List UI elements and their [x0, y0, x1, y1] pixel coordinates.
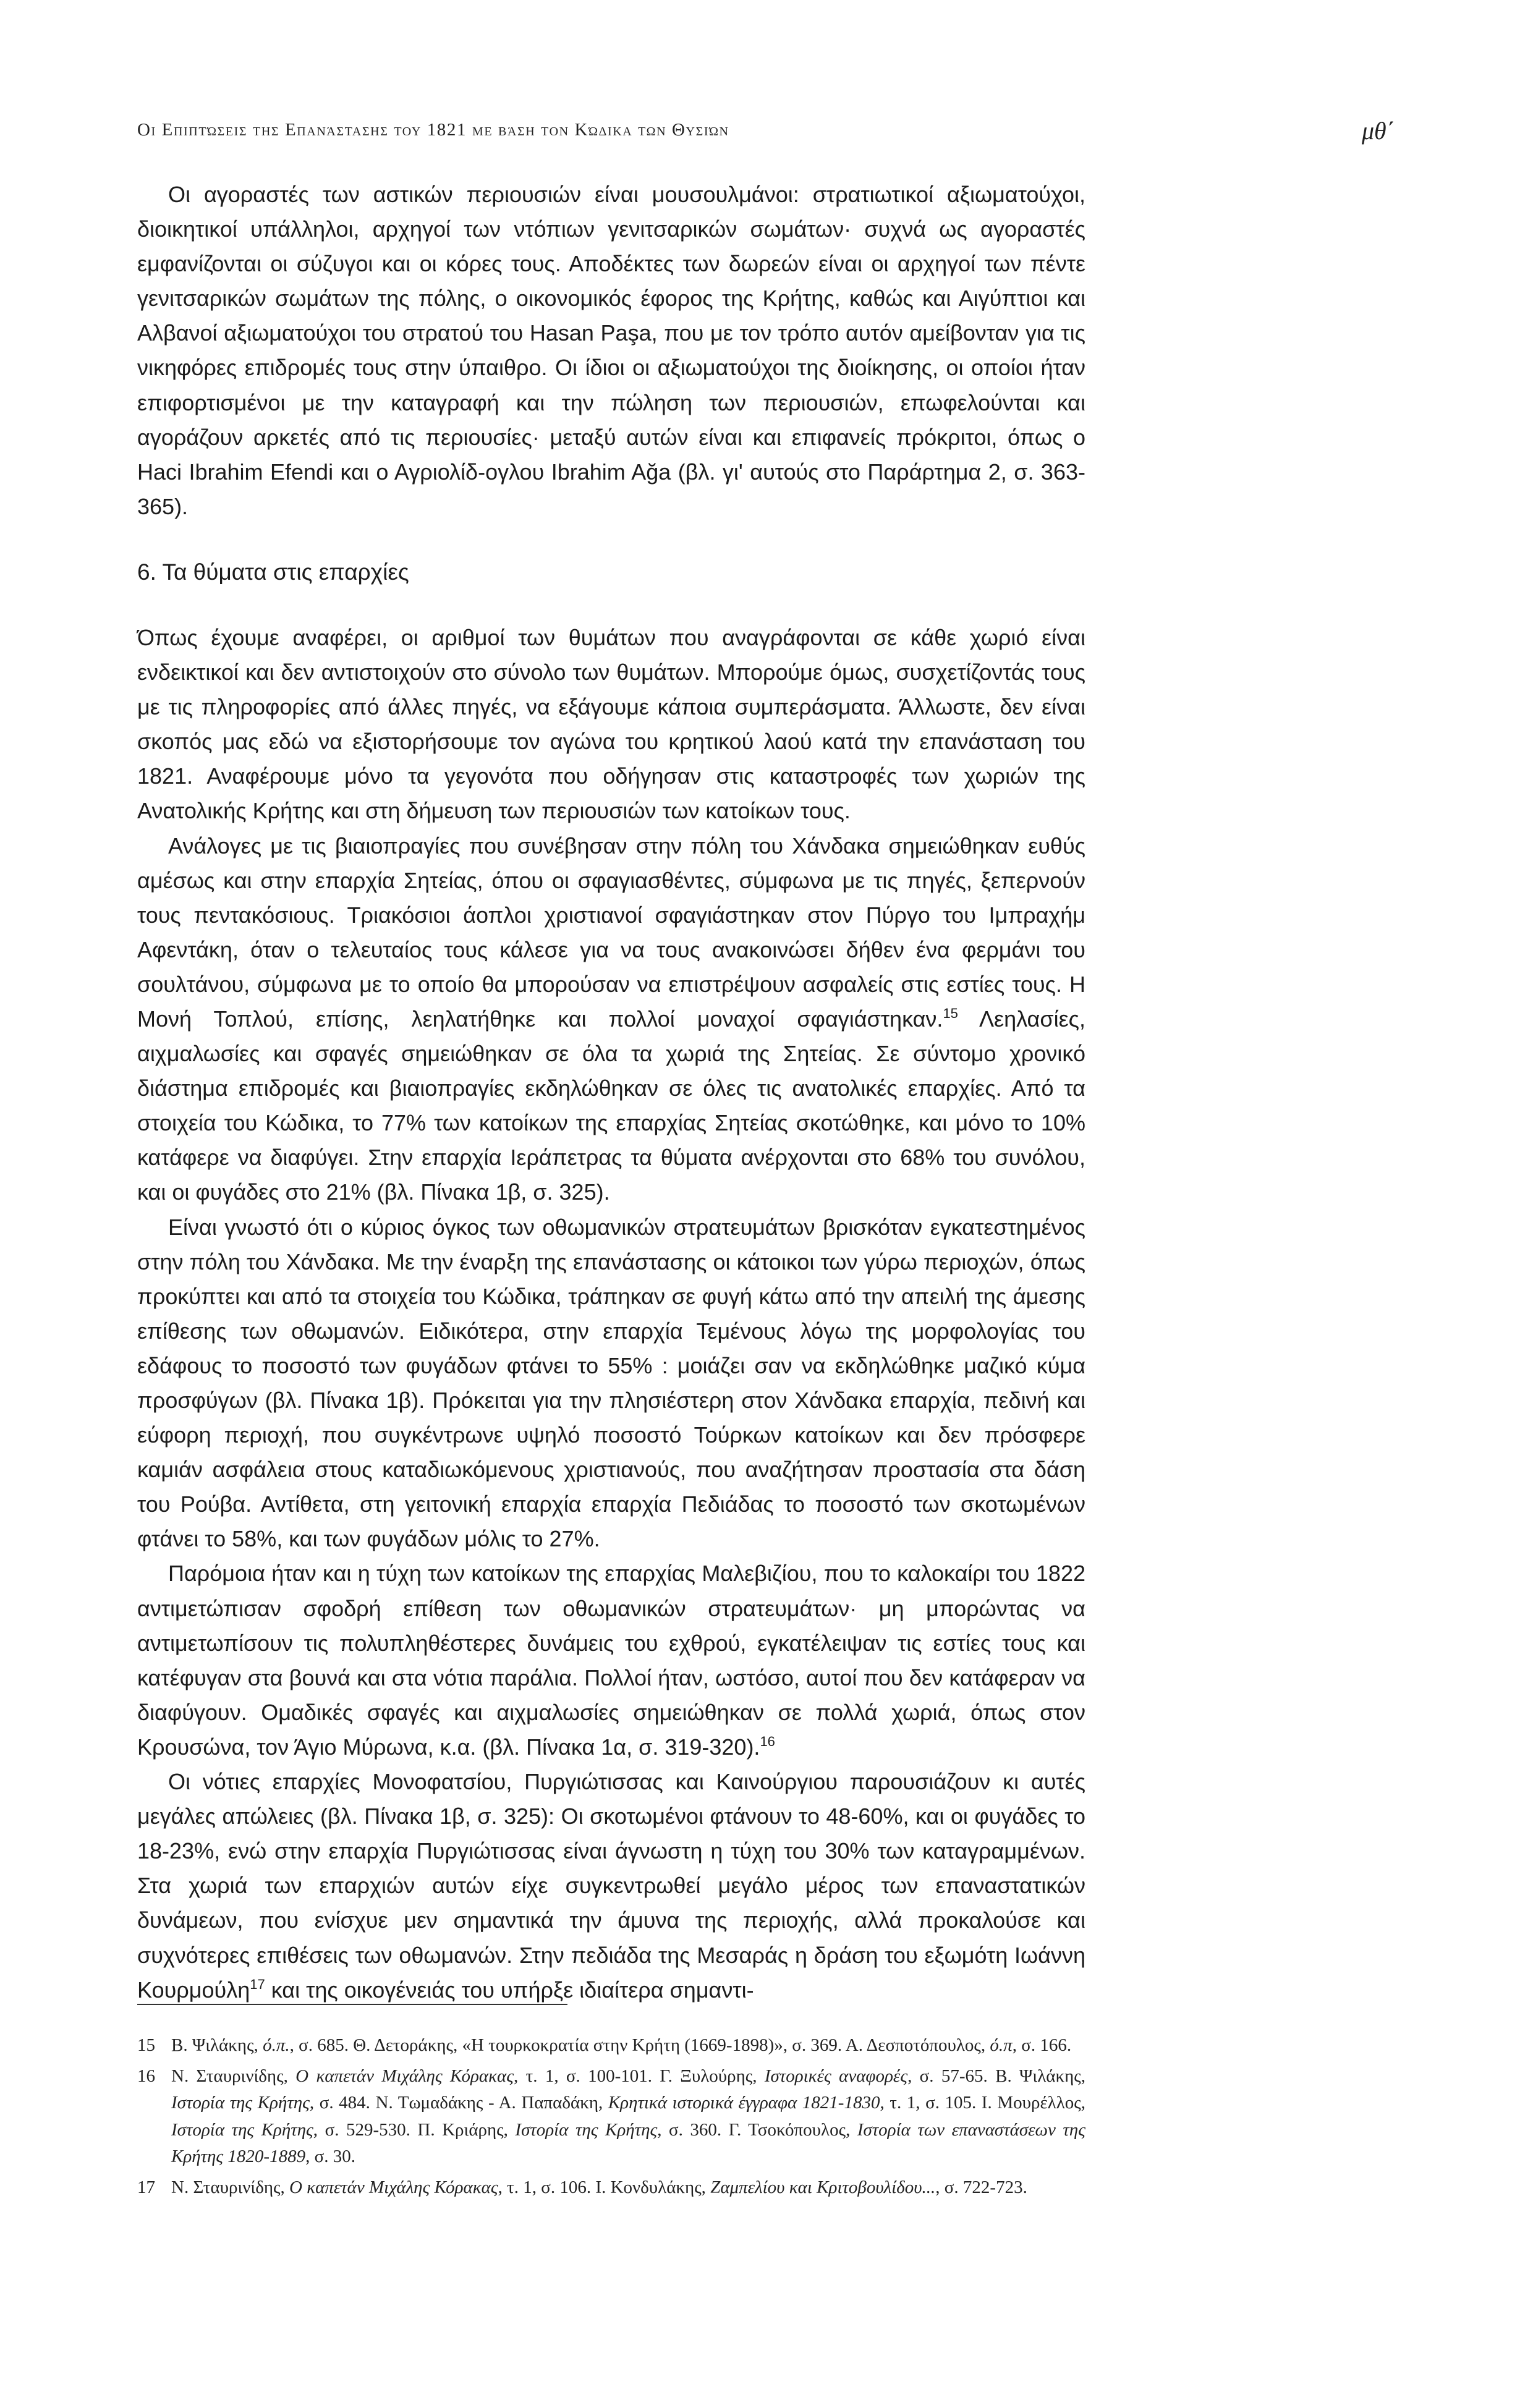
paragraph — [137, 1765, 1085, 2007]
footnote-text: , σ. 529-530. Π. Κριάρης, — [313, 2119, 516, 2140]
footnote-number: 16 — [137, 2066, 155, 2086]
paragraph — [137, 1556, 1085, 1765]
page-header — [137, 116, 1395, 153]
footnote-text: , σ. 30. — [305, 2147, 355, 2166]
footnote-title: Ο καπετάν Μιχάλης Κόρακας — [289, 2177, 498, 2197]
main-text — [137, 177, 1085, 2007]
footnote-16 — [137, 2063, 1085, 2171]
footnote-reference[interactable]: 17 — [250, 1976, 265, 1992]
footnote-text: , σ. 484. Ν. Τωμαδάκης - Α. Παπαδάκη, — [309, 2093, 608, 2113]
footnote-text: Β. Ψιλάκης, — [171, 2035, 263, 2055]
footnote-divider — [137, 2004, 567, 2005]
paragraph — [137, 829, 1085, 1210]
footnote-reference[interactable]: 16 — [760, 1733, 775, 1749]
footnote-title: ό.π. — [263, 2035, 290, 2055]
footnote-text: , σ. 685. Θ. Δετοράκης, «Η τουρκοκρατία στην Κρήτη (1669-1898)», σ. 369. Α. Δεσποτόπουλος, — [289, 2035, 990, 2055]
footnote-15 — [137, 2032, 1085, 2059]
page-number: μθ΄ — [1361, 117, 1395, 145]
footnote-text: , τ. 1, σ. 105. Ι. Μουρέλλος, — [880, 2093, 1085, 2113]
footnote-number: 17 — [137, 2177, 155, 2197]
footnote-title: Ιστορία των επαναστάσεων της Κρήτης 1820-1889 — [171, 2119, 1085, 2166]
paragraph-text: Παρόμοια ήταν και η τύχη των κατοίκων της επαρχίας Μαλεβιζίου, που το καλοκαίρι του 1822 αντιμετώπισαν σφοδρή επίθεση των οθωμανικών στρατευμάτων· μη μπορώντας να αντιμετωπίσουν τις πολυπληθέστερες δυνάμεις του εχθρού, εγκατέλειψαν τις εστίες τους και κατέφυγαν στα βουνά και στα νότια παράλια. Πολλοί ήταν, ωστόσο, αυτοί που δεν κατάφεραν να διαφύγουν. Ομαδικές σφαγές και αιχμαλωσίες σημειώθηκαν σε πολλά χωριά, όπως στον Κρουσώνα, τον Άγιο Μύρωνα, κ.α. (βλ. Πίνακα 1α, σ. 319-320). — [137, 1561, 1085, 1760]
paragraph-text: Οι νότιες επαρχίες Μονοφατσίου, Πυργιώτισσας και Καινούργιου παρουσιάζουν κι αυτές μεγάλες απώλειες (βλ. Πίνακα 1β, σ. 325): Οι σκοτωμένοι φτάνουν το 48-60%, και οι φυγάδες το 18-23%, ενώ στην επαρχία Πυργιώτισσας είναι άγνωστη η τύχη του 30% των καταγραμμένων. Στα χωριά των επαρχιών αυτών είχε συγκεντρωθεί μεγάλο μέρος των επαναστατικών δυνάμεων, που ενίσχυε μεν σημαντικά την άμυνα της περιοχής, αλλά προκαλούσε και συχνότερες επιθέσεις των οθωμανών. Στην πεδιάδα της Μεσαράς η δράση του εξωμότη Ιωάννη Κουρμούλη — [137, 1769, 1085, 2003]
paragraph-text: Ανάλογες με τις βιαιοπραγίες που συνέβησαν στην πόλη του Χάνδακα σημειώθηκαν ευθύς αμέσως και στην επαρχία Σητείας, όπου οι σφαγιασθέντες, σύμφωνα με τις πηγές, ξεπερνούν τους πεντακόσιους. Τριακόσιοι άοπλοι χριστιανοί σφαγιάστηκαν στον Πύργο του Ιμπραχήμ Αφεντάκη, όταν ο τελευταίος τους κάλεσε για να τους ανακοινώσει δήθεν ένα φερμάνι του σουλτάνου, σύμφωνα με το οποίο θα μπορούσαν να επιστρέψουν ασφαλείς στις εστίες τους. Η Μονή Τοπλού, επίσης, λεηλατήθηκε και πολλοί μοναχοί σφαγιάστηκαν. — [137, 833, 1085, 1032]
footnote-text: , σ. 166. — [1012, 2035, 1072, 2055]
paragraph: Οι αγοραστές των αστικών περιουσιών είναι μουσουλμάνοι: στρατιωτικοί αξιωματούχοι, διοικητικοί υπάλληλοι, αρχηγοί των ντόπιων γενιτσαρικών σωμάτων· συχνά ως αγοραστές εμφανίζονται οι σύζυγοι και οι κόρες τους. Αποδέκτες των δωρεών είναι οι αρχηγοί των πέντε γενιτσαρικών σωμάτων της πόλης, ο οικονομικός έφορος της Κρήτης, καθώς και Αιγύπτιοι και Αλβανοί αξιωματούχοι του στρατού του Hasan Paşa, που με τον τρόπο αυτόν αμείβονταν για τις νικηφόρες επιδρομές τους στην ύπαιθρο. Οι ίδιοι οι αξιωματούχοι της διοίκησης, οι οποίοι ήταν επιφορτισμένοι με την καταγραφή και την πώληση των περιουσιών, επωφελούνται και αγοράζουν αρκετές από τις περιουσίες· μεταξύ αυτών είναι και επιφανείς πρόκριτοι, όπως ο Haci Ibrahim Efendi και ο Αγριολίδ-ογλου Ibrahim Ağa (βλ. γι' αυτούς στο Παράρτημα 2, σ. 363-365). — [137, 182, 1085, 519]
footnote-title: ό.π — [990, 2035, 1013, 2055]
footnote-text: , τ. 1, σ. 106. Ι. Κονδυλάκης, — [498, 2177, 711, 2197]
running-title: Οι Επιπτώσεις της Επανάστασης του 1821 με βάση τον Κώδικα των Θυσιών — [137, 120, 729, 140]
footnote-text: , σ. 360. Γ. Τσοκόπουλος, — [657, 2119, 857, 2140]
footnote-text: , σ. 722-723. — [935, 2177, 1027, 2197]
paragraph-text: και της οικογένειάς του υπήρξε ιδιαίτερα σημαντι- — [265, 1977, 754, 2003]
footnote-text: , σ. 57-65. Β. Ψιλάκης, — [907, 2066, 1086, 2086]
footnote-text: , τ. 1, σ. 100-101. Γ. Ξυλούρης, — [514, 2066, 765, 2086]
paragraph: Είναι γνωστό ότι ο κύριος όγκος των οθωμανικών στρατευμάτων βρισκόταν εγκατεστημένος στην πόλη του Χάνδακα. Με την έναρξη της επανάστασης οι κάτοικοι των γύρω περιοχών, όπως προκύπτει και από τα στοιχεία του Κώδικα, τράπηκαν σε φυγή κάτω από την απειλή της άμεσης επίθεσης των οθωμανών. Ειδικότερα, στην επαρχία Τεμένους λόγω της μορφολογίας του εδάφους το ποσοστό των φυγάδων φτάνει το 55% : μοιάζει σαν να εκδηλώθηκε μαζικό κύμα προσφύγων (βλ. Πίνακα 1β). Πρόκειται για την πλησιέστερη στον Χάνδακα επαρχία, πεδινή και εύφορη περιοχή, που συγκέντρωνε υψηλό ποσοστό Τούρκων κατοίκων και δεν πρόσφερε καμιάν ασφάλεια στους καταδιωκόμενους χριστιανούς, που αναζήτησαν προστασία στα δάση του Ρούβα. Αντίθετα, στη γειτονική επαρχία επαρχία Πεδιάδας το ποσοστό των σκοτωμένων φτάνει το 58%, και των φυγάδων μόλις το 27%. — [137, 1214, 1085, 1552]
paragraph-text: Λεηλασίες, αιχμαλωσίες και σφαγές σημειώθηκαν σε όλα τα χωριά της Σητείας. Σε σύντομο χρονικό διάστημα επιδρομές και βιαιοπραγίες εκδηλώθηκαν σε όλες τις ανατολικές επαρχίες. Από τα στοιχεία του Κώδικα, το 77% των κατοίκων της επαρχίας Σητείας σκοτώθηκε, και μόνο το 10% κατάφερε να διαφύγει. Στην επαρχία Ιεράπετρας τα θύματα ανέρχονται στο 68% του συνόλου, και οι φυγάδες στο 21% (βλ. Πίνακα 1β, σ. 325). — [137, 1006, 1085, 1205]
footnotes — [137, 2032, 1085, 2205]
footnote-title: Ζαμπελίου και Κριτοβουλίδου... — [710, 2177, 936, 2197]
footnote-title: Ιστορία της Κρήτης — [171, 2093, 310, 2113]
footnote-17 — [137, 2174, 1085, 2202]
footnote-text: Ν. Σταυρινίδης, — [171, 2177, 290, 2197]
footnote-title: Κρητικά ιστορικά έγγραφα 1821-1830 — [608, 2093, 880, 2113]
footnote-number: 15 — [137, 2035, 155, 2055]
footnote-title: Ιστορικές αναφορές — [764, 2066, 908, 2086]
footnote-title: Ιστορία της Κρήτης — [171, 2119, 313, 2140]
footnote-title: Ιστορία της Κρήτης — [515, 2119, 658, 2140]
section-heading: 6. Τα θύματα στις επαρχίες — [137, 559, 409, 585]
footnote-reference[interactable]: 15 — [943, 1005, 958, 1021]
footnote-text: Ν. Σταυρινίδης, — [171, 2066, 296, 2086]
paragraph: Όπως έχουμε αναφέρει, οι αριθμοί των θυμάτων που αναγράφονται σε κάθε χωριό είναι ενδεικτικοί και δεν αντιστοιχούν στο σύνολο των θυμάτων. Μπορούμε όμως, συσχετίζοντάς τους με τις πληροφορίες από άλλες πηγές, να εξάγουμε κάποια συμπεράσματα. Άλλωστε, δεν είναι σκοπός μας εδώ να εξιστορήσουμε τον αγώνα του κρητικού λαού κατά την επανάσταση του 1821. Αναφέρουμε μόνο τα γεγονότα που οδήγησαν στις καταστροφές των χωριών της Ανατολικής Κρήτης και στη δήμευση των περιουσιών των κατοίκων τους. — [137, 624, 1085, 824]
footnote-title: Ο καπετάν Μιχάλης Κόρακας — [295, 2066, 514, 2086]
